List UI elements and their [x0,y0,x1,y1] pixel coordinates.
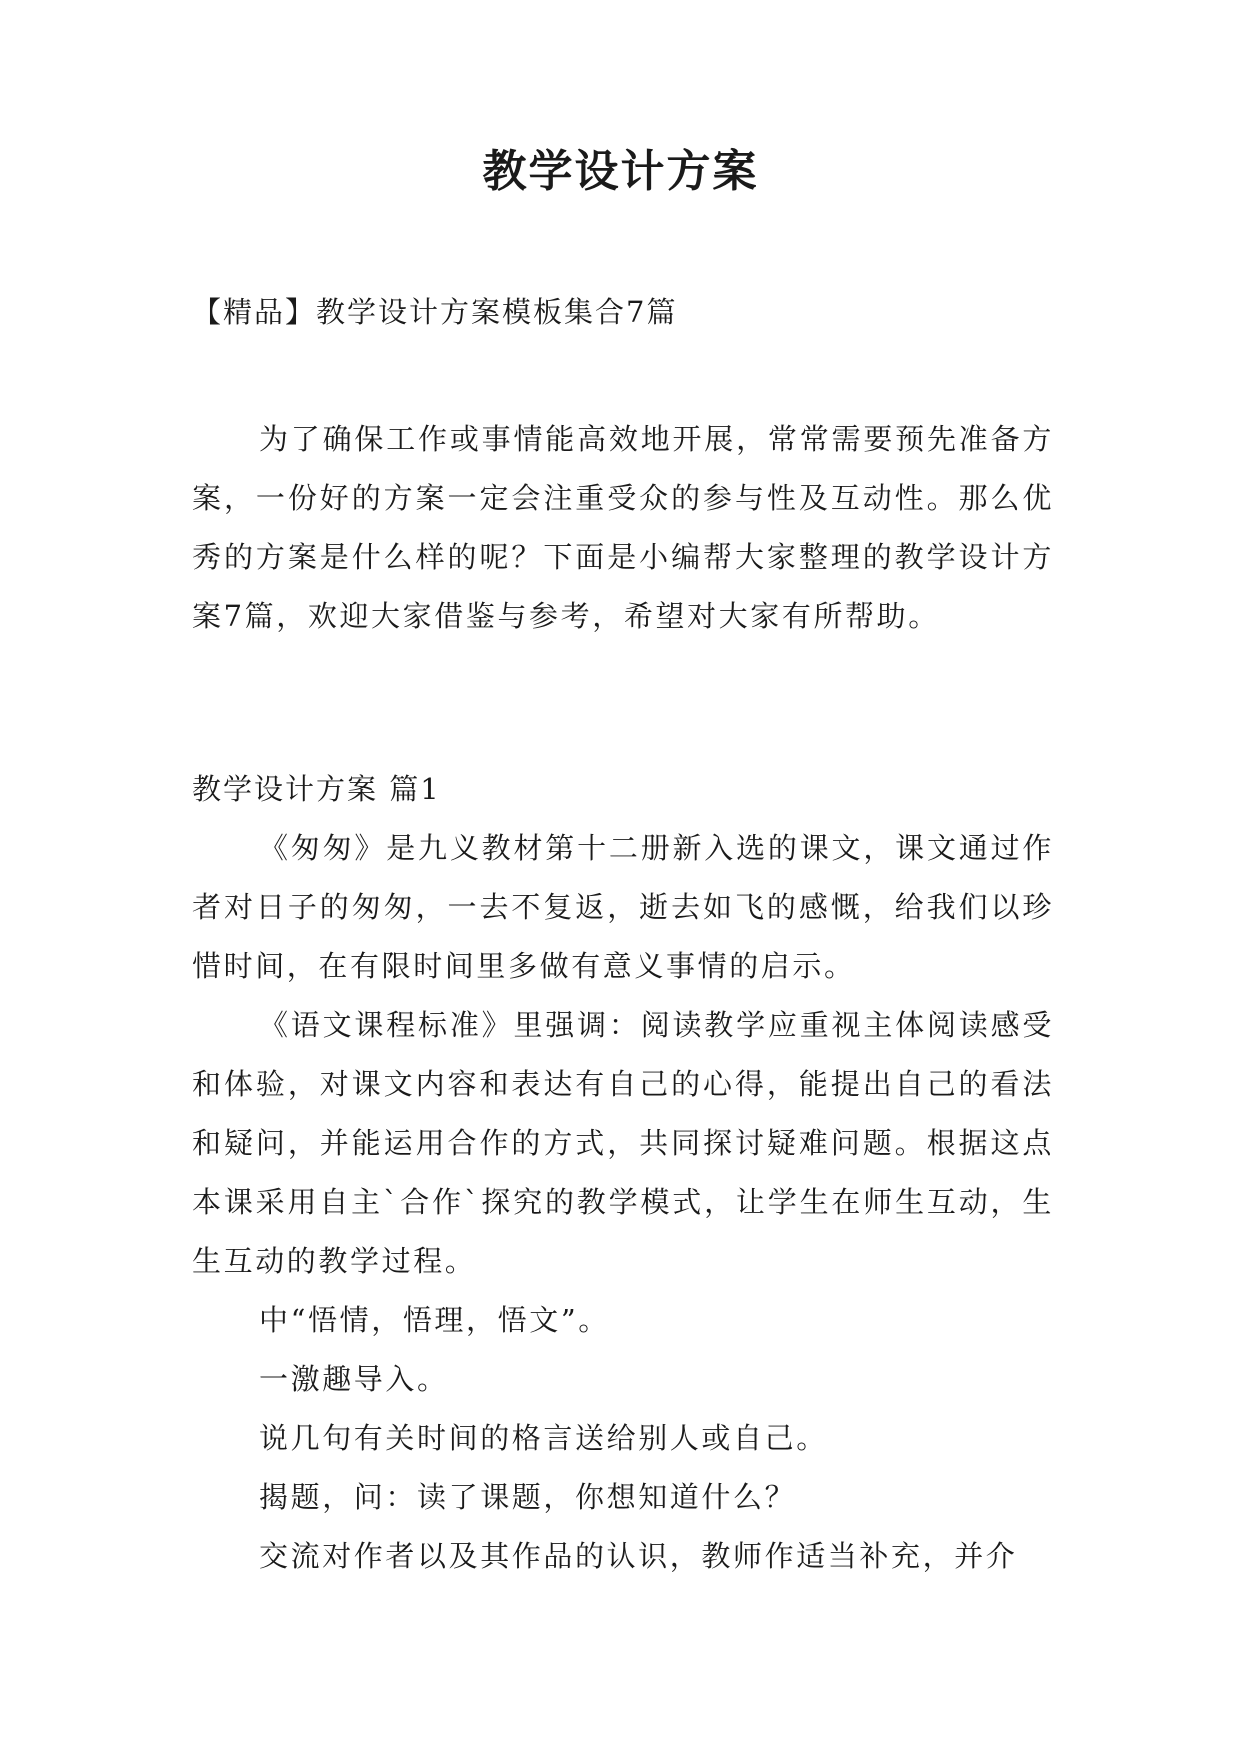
document-title: 教学设计方案 [482,146,759,197]
body-paragraph: 中“悟情，悟理，悟文”。 [259,1303,610,1337]
document-subtitle: 【精品】教学设计方案模板集合7篇 [192,295,678,329]
section-heading: 教学设计方案 篇1 [192,772,441,806]
section-body [192,819,1054,1586]
body-paragraph: 《语文课程标准》里强调：阅读教学应重视主体阅读感受和体验，对课文内容和表达有自己的心得，能提出自己的看法和疑问，并能运用合作的方式，共同探讨疑难问题。根据这点本课采用自主`合作`探究的教学模式，让学生在师生互动，生生互动的教学过程。 [192,1008,1054,1278]
intro-section [192,410,1054,646]
body-paragraph: 揭题，问：读了课题，你想知道什么？ [259,1480,797,1514]
body-paragraph: 一激趣导入。 [259,1362,449,1396]
intro-paragraph: 为了确保工作或事情能高效地开展，常常需要预先准备方案，一份好的方案一定会注重受众的参与性及互动性。那么优秀的方案是什么样的呢？下面是小编帮大家整理的教学设计方案7篇，欢迎大家借鉴与参考，希望对大家有所帮助。 [192,422,1054,633]
body-paragraph: 交流对作者以及其作品的认识，教师作适当补充，并介 [259,1539,1018,1573]
body-paragraph: 《匆匆》是九义教材第十二册新入选的课文，课文通过作者对日子的匆匆，一去不复返，逝去如飞的感慨，给我们以珍惜时间，在有限时间里多做有意义事情的启示。 [192,831,1054,983]
body-paragraph: 说几句有关时间的格言送给别人或自己。 [259,1421,828,1455]
